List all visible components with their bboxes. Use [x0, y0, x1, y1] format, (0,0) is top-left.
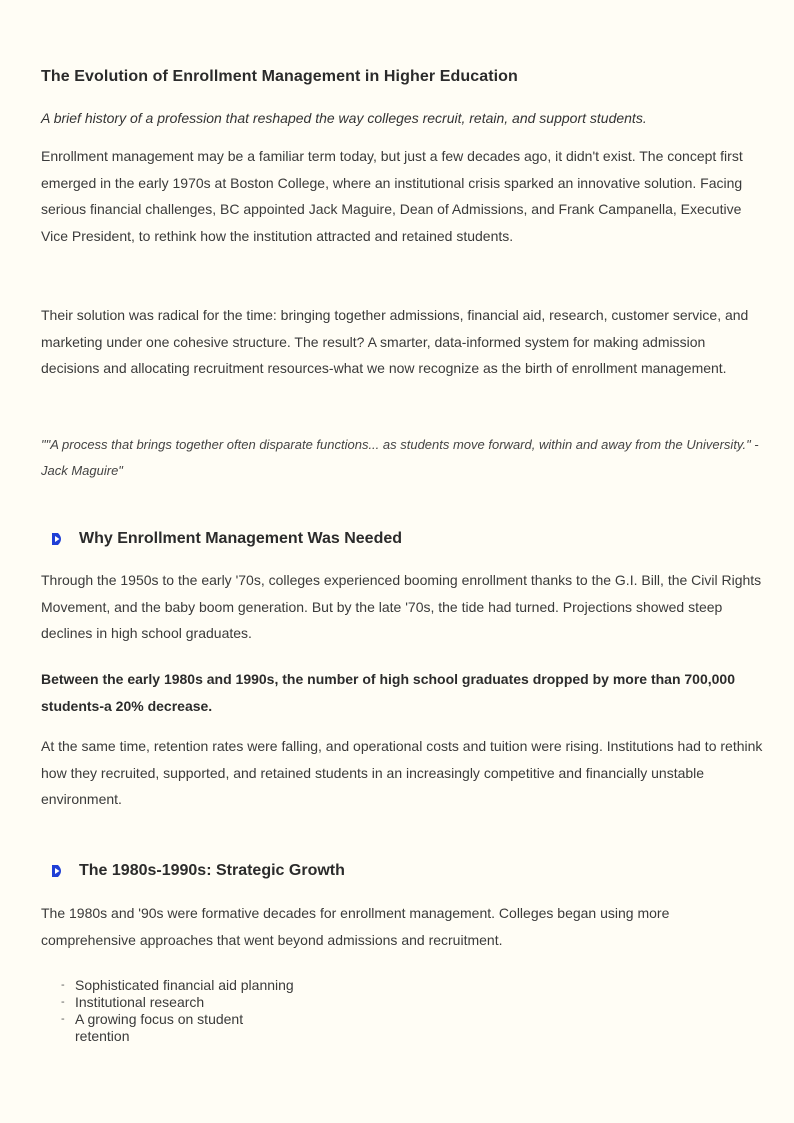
intro-paragraph-2: Their solution was radical for the time: bringing together admissions, financial aid, research, customer service, and marketing under one cohesive structure. The result? A smarter, data-informed system for making admission decisions and allocating recruitment resources-what we now recognize as the birth of enrollment management.: [41, 307, 749, 376]
play-arrow-icon: [49, 531, 65, 547]
list-item-text: Institutional research: [75, 994, 205, 1010]
pull-quote: ""A process that brings together often disparate functions... as students move forward, within and away from the University." - Jack Maguire": [41, 437, 759, 478]
intro-paragraph-1: Enrollment management may be a familiar term today, but just a few decades ago, it didn't exist. The concept first emerged in the early 1970s at Boston College, where an institutional crisis sparked an innovative solution. Facing serious financial challenges, BC appointed Jack Maguire, Dean of Admissions, and Frank Campanella, Executive Vice President, to rethink how the institution attracted and retained students.: [41, 148, 743, 244]
page-subtitle: A brief history of a profession that reshaped the way colleges recruit, retain, and support students.: [41, 110, 647, 126]
growth-list: [61, 977, 331, 1045]
why-paragraph-2: At the same time, retention rates were falling, and operational costs and tuition were rising. Institutions had to rethink how they recruited, supported, and retained students in an increasingly competitive and financially unstable environment.: [41, 738, 763, 807]
key-statistic: Between the early 1980s and 1990s, the number of high school graduates dropped by more than 700,000 students-a 20% decrease.: [41, 671, 735, 714]
page-title: The Evolution of Enrollment Management in Higher Education: [41, 68, 518, 85]
section-heading-growth-label: The 1980s-1990s: Strategic Growth: [79, 862, 345, 879]
section-heading-why: [49, 527, 402, 551]
list-bullet: -: [61, 1013, 65, 1025]
play-arrow-icon: [49, 863, 65, 879]
why-paragraph-1: Through the 1950s to the early '70s, colleges experienced booming enrollment thanks to the G.I. Bill, the Civil Rights Movement, and the baby boom generation. But by the late '70s, the tide had turned. Projections showed steep declines in high school graduates.: [41, 572, 762, 641]
list-bullet: -: [61, 979, 65, 991]
list-item-text: A growing focus on student retention: [75, 1011, 244, 1044]
list-bullet: -: [61, 996, 65, 1008]
section-heading-growth: [49, 859, 345, 883]
list-item: [61, 977, 331, 994]
growth-paragraph: The 1980s and '90s were formative decades for enrollment management. Colleges began using more comprehensive approaches that went beyond admissions and recruitment.: [41, 905, 670, 948]
list-item-text: Sophisticated financial aid planning: [75, 977, 294, 993]
list-item: [61, 994, 331, 1011]
section-heading-why-label: Why Enrollment Management Was Needed: [79, 530, 403, 547]
list-item: [61, 1011, 275, 1044]
